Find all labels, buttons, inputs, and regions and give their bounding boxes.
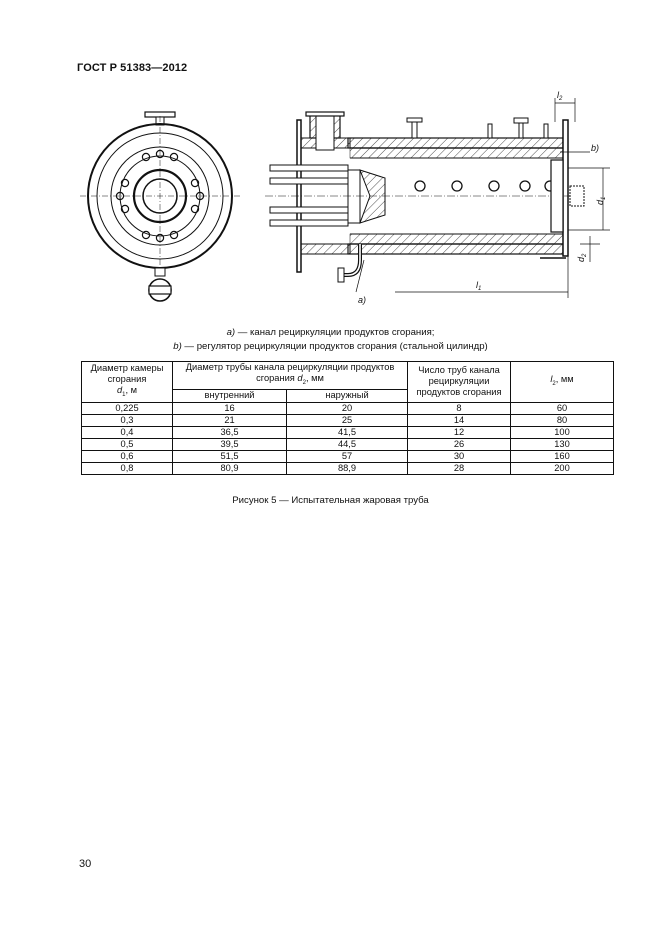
- legend-a: а) — канал рециркуляции продуктов сгорания;: [226, 327, 435, 338]
- col-header-l2: $l_2$, мм: [511, 362, 614, 403]
- col-header-outer: наружный: [287, 389, 408, 402]
- table-row: 0,225 16 20 8 60: [82, 402, 614, 414]
- col-header-inner: внутренний: [173, 389, 287, 402]
- table-row: 0,6 51,5 57 30 160: [82, 450, 614, 462]
- section-view: [265, 98, 610, 298]
- label-d1: $d_1$: [595, 196, 607, 205]
- label-a: а): [358, 295, 367, 305]
- document-header: ГОСТ Р 51383—2012: [77, 62, 188, 74]
- table-row: 0,3 21 25 14 80: [82, 414, 614, 426]
- label-l2: $l_2$: [557, 90, 563, 102]
- data-table: [81, 361, 614, 475]
- col-header-pipe-diameter: Диаметр трубы канала рециркуляции продуктов сгорания $d_2$, мм: [173, 362, 408, 390]
- table-row: 0,8 80,9 88,9 28 200: [82, 462, 614, 474]
- label-b: b): [591, 143, 600, 153]
- col-header-count: Число труб канала рециркуляции продуктов сгорания: [408, 362, 511, 403]
- figure-legend: [0, 326, 661, 354]
- legend-b: b) — регулятор рециркуляции продуктов сгорания (стальной цилиндр): [173, 341, 488, 352]
- label-l1: $l_1$: [476, 280, 482, 292]
- table-row: 0,5 39,5 44,5 26 130: [82, 438, 614, 450]
- technical-drawing: [0, 0, 661, 330]
- col-header-diameter: Диаметр камеры сгорания $d_1$, м: [82, 362, 173, 403]
- table-row: 0,4 36,5 41,5 12 100: [82, 426, 614, 438]
- figure-caption: Рисунок 5 — Испытательная жаровая труба: [232, 495, 429, 506]
- label-d2: $d_2$: [576, 253, 588, 262]
- end-view: [80, 112, 240, 301]
- page-number: 30: [79, 858, 92, 870]
